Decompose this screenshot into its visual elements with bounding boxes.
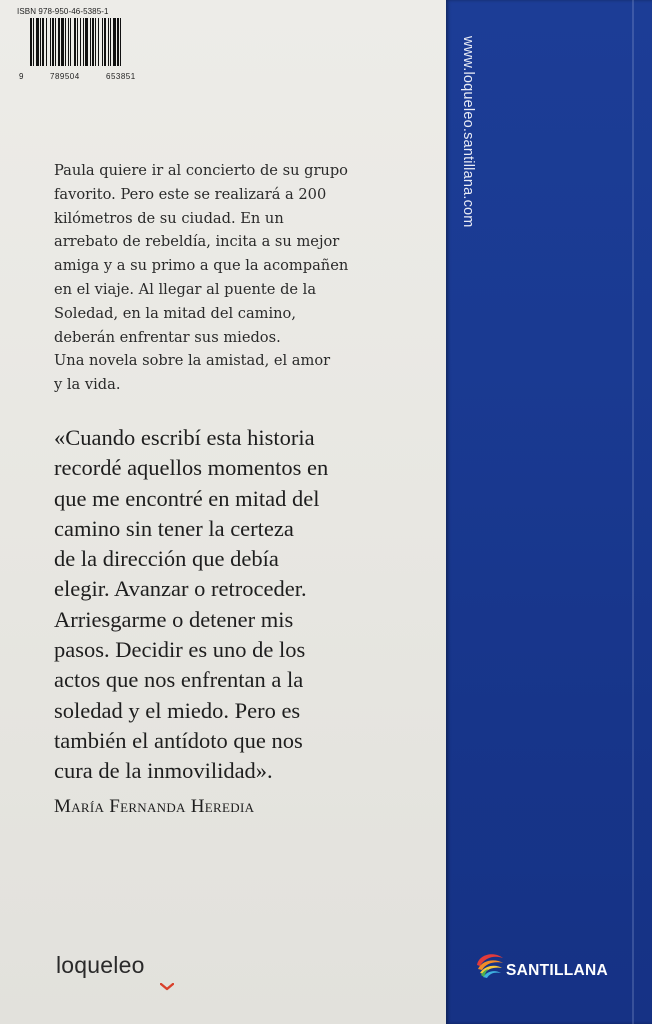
quote-author: María Fernanda Heredia [54, 796, 255, 817]
synopsis-line: deberán enfrentar sus miedos. [54, 328, 281, 346]
synopsis-line: Paula quiere ir al concierto de su grupo [54, 162, 348, 179]
barcode-icon [30, 18, 156, 66]
synopsis-line: kilómetros de su ciudad. En un [54, 209, 284, 227]
synopsis-paragraph [54, 159, 374, 397]
quote-line: «Cuando escribí esta historia [54, 425, 315, 450]
synopsis-line: y la vida. [54, 376, 121, 394]
quote-line: también el antídoto que nos [54, 727, 303, 753]
synopsis-line: Soledad, en la mitad del camino, [54, 304, 296, 322]
quote-line: recordé aquellos momentos en [54, 455, 329, 481]
quote-line: Arriesgarme o detener mis [54, 606, 294, 632]
santillana-logo-text: SANTILLANA [506, 962, 609, 979]
isbn-label: ISBN 978-950-46-5385-1 [17, 7, 109, 16]
quote-line: actos que nos enfrentan a la [54, 667, 304, 693]
quote-line: que me encontré en mitad del [54, 485, 320, 511]
santillana-logo-icon [474, 948, 506, 980]
publisher-website: www.loqueleo.santillana.com [460, 36, 476, 228]
barcode-digits-left: 789504 [50, 72, 80, 81]
quote-line: de la dirección que debía [54, 546, 279, 572]
synopsis-line: Una novela sobre la amistad, el amor [54, 352, 331, 370]
quote-line: cura de la inmovilidad». [54, 758, 273, 784]
author-quote [54, 423, 424, 787]
quote-line: camino sin tener la certeza [54, 515, 294, 541]
blue-side-panel [446, 0, 652, 1024]
loqueleo-logo: loqueleo [56, 952, 145, 978]
synopsis-line: arrebato de rebeldía, incita a su mejor [54, 233, 340, 251]
quote-line: pasos. Decidir es uno de los [54, 637, 306, 663]
barcode-digit-first: 9 [19, 72, 24, 81]
barcode-digits-right: 653851 [106, 72, 136, 81]
synopsis-line: amiga y a su primo a que la acompañen [54, 257, 349, 275]
quote-line: elegir. Avanzar o retroceder. [54, 576, 307, 602]
quote-line: soledad y el miedo. Pero es [54, 697, 301, 723]
loqueleo-smile-icon [160, 983, 174, 991]
synopsis-line: favorito. Pero este se realizará a 200 [54, 185, 327, 203]
synopsis-line: en el viaje. Al llegar al puente de la [54, 280, 317, 298]
spine-fold-line [632, 0, 634, 1024]
